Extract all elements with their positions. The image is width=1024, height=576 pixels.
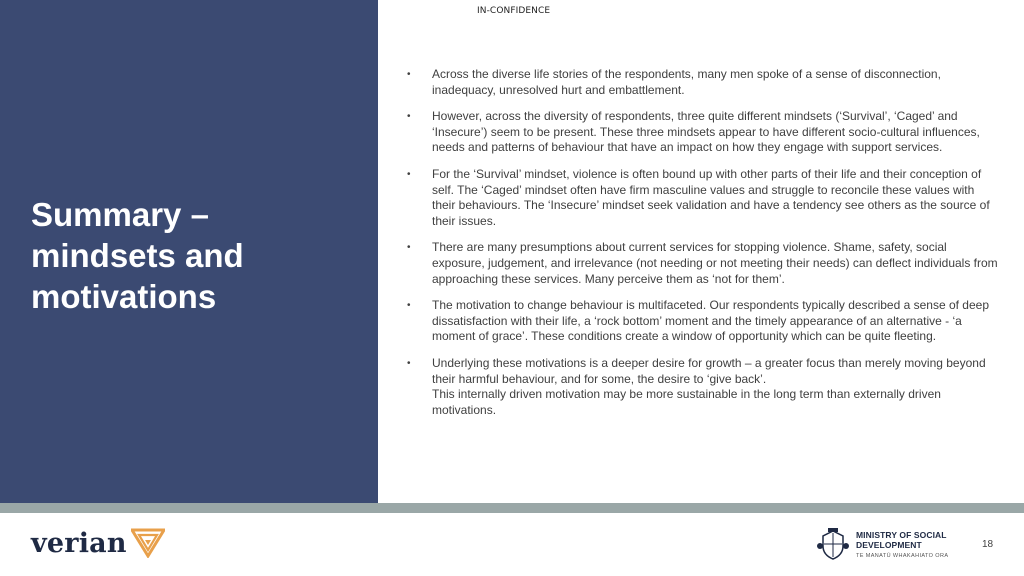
- slide-title: [31, 194, 361, 317]
- bullet-item: [404, 109, 998, 156]
- bullet-symbol: •: [407, 242, 411, 254]
- bullet-text: However, across the diversity of respondents, three quite different mindsets (‘Survival’, ‘Caged’ and ‘Insecure’) seem to be present. These three mindsets appear to have different socio-cultural influences, needs and patterns of behaviour that have an impact on how they engage with support services.: [432, 109, 980, 155]
- msd-maori-name: TE MANATŪ WHAKAHIATO ORA: [856, 552, 949, 559]
- msd-wordmark: [856, 530, 948, 561]
- classification-label: IN-CONFIDENCE: [477, 6, 551, 16]
- bullet-item: [404, 298, 998, 345]
- msd-crest-icon: [816, 528, 850, 562]
- msd-logo: [816, 528, 948, 562]
- title-line-1: Summary –: [31, 196, 209, 233]
- bullet-symbol: •: [407, 168, 411, 180]
- msd-name-line-1: MINISTRY OF SOCIAL: [856, 529, 947, 540]
- bullet-text: There are many presumptions about current services for stopping violence. Shame, safety, social exposure, judgement, and irrelevance (not needing or not meeting their needs) can deflect individuals from approaching these services. Many perceive them as ‘not for them’.: [432, 240, 998, 286]
- title-line-2: mindsets and: [31, 237, 244, 274]
- bullet-text: The motivation to change behaviour is multifaceted. Our respondents typically described a sense of deep dissatisfaction with their life, a ‘rock bottom’ moment and the timely appearance of an alternative - ‘a moment of grace’. These conditions create a window of opportunity which can be quite fleeting.: [432, 298, 989, 344]
- bullet-text-continued: This internally driven motivation may be more sustainable in the long term than externally driven motivations.: [432, 387, 941, 417]
- verian-logo: [31, 524, 165, 562]
- verian-chevron-icon: [131, 528, 165, 558]
- summary-bullet-list: [404, 67, 998, 429]
- footer-divider-band: [0, 503, 1024, 513]
- bullet-text: Across the diverse life stories of the respondents, many men spoke of a sense of disconnection, inadequacy, unresolved hurt and embattlement.: [432, 67, 941, 97]
- verian-wordmark: verian: [31, 527, 127, 559]
- bullet-item: [404, 356, 998, 418]
- bullet-text: For the ‘Survival’ mindset, violence is often bound up with other parts of their life and their conception of self. The ‘Caged’ mindset often have firm masculine values and struggle to reconcile these values with their behaviours. The ‘Insecure’ mindset seek validation and have a tendency see others as the source of their issues.: [432, 166, 990, 228]
- bullet-item: [404, 167, 998, 229]
- bullet-symbol: •: [407, 69, 411, 80]
- page-number: 18: [982, 539, 994, 550]
- bullet-item: [404, 67, 998, 98]
- bullet-symbol: •: [407, 357, 411, 369]
- bullet-text: Underlying these motivations is a deeper desire for growth – a greater focus than merely moving beyond their harmful behaviour, and for some, the desire to ‘give back’.: [432, 355, 986, 386]
- bullet-item: [404, 240, 998, 287]
- bullet-symbol: •: [407, 300, 411, 312]
- title-line-3: motivations: [31, 278, 217, 315]
- title-panel: [0, 0, 378, 503]
- bullet-symbol: •: [407, 111, 411, 123]
- msd-name-line-2: DEVELOPMENT: [856, 539, 922, 550]
